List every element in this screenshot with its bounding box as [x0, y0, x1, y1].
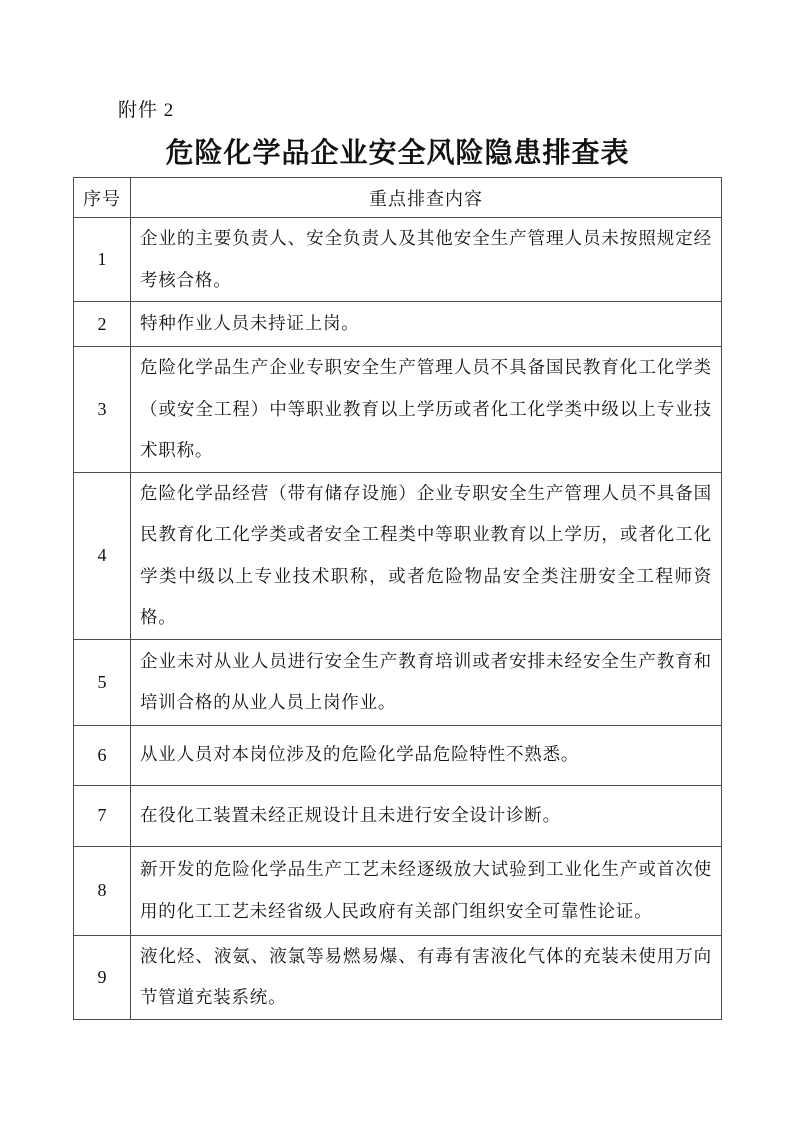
- table-row: [74, 347, 722, 473]
- row-number: 8: [74, 846, 131, 935]
- row-number: 7: [74, 785, 131, 846]
- col-header-content: 重点排查内容: [131, 178, 722, 218]
- table-row: [74, 846, 722, 935]
- row-content: 特种作业人员未持证上岗。: [131, 302, 722, 347]
- table-row: [74, 935, 722, 1019]
- attachment-label: 附件 2: [118, 100, 175, 121]
- row-content: 危险化学品生产企业专职安全生产管理人员不具备国民教育化工化学类（或安全工程）中等职业教育以上学历或者化工化学类中级以上专业技术职称。: [131, 347, 722, 473]
- table-row: [74, 785, 722, 846]
- row-content: 危险化学品经营（带有储存设施）企业专职安全生产管理人员不具备国民教育化工化学类或者安全工程类中等职业教育以上学历，或者化工化学类中级以上专业技术职称，或者危险物品安全类注册安全工程师资格。: [131, 472, 722, 639]
- row-content: 从业人员对本岗位涉及的危险化学品危险特性不熟悉。: [131, 725, 722, 785]
- row-content: 在役化工装置未经正规设计且未进行安全设计诊断。: [131, 785, 722, 846]
- table-row: [74, 302, 722, 347]
- row-content: 液化烃、液氨、液氯等易燃易爆、有毒有害液化气体的充装未使用万向节管道充装系统。: [131, 935, 722, 1019]
- row-number: 6: [74, 725, 131, 785]
- row-number: 5: [74, 639, 131, 725]
- row-number: 1: [74, 218, 131, 302]
- inspection-table: [73, 177, 722, 1020]
- table-row: [74, 639, 722, 725]
- page-title: 危险化学品企业安全风险隐患排查表: [165, 138, 630, 169]
- row-content: 企业未对从业人员进行安全生产教育培训或者安排未经安全生产教育和培训合格的从业人员上岗作业。: [131, 639, 722, 725]
- row-number: 3: [74, 347, 131, 473]
- row-content: 新开发的危险化学品生产工艺未经逐级放大试验到工业化生产或首次使用的化工工艺未经省级人民政府有关部门组织安全可靠性论证。: [131, 846, 722, 935]
- col-header-index: 序号: [74, 178, 131, 218]
- table-row: [74, 725, 722, 785]
- table-row: [74, 472, 722, 639]
- table-header-row: [74, 178, 722, 218]
- table-row: [74, 218, 722, 302]
- row-content: 企业的主要负责人、安全负责人及其他安全生产管理人员未按照规定经考核合格。: [131, 218, 722, 302]
- row-number: 4: [74, 472, 131, 639]
- row-number: 9: [74, 935, 131, 1019]
- row-number: 2: [74, 302, 131, 347]
